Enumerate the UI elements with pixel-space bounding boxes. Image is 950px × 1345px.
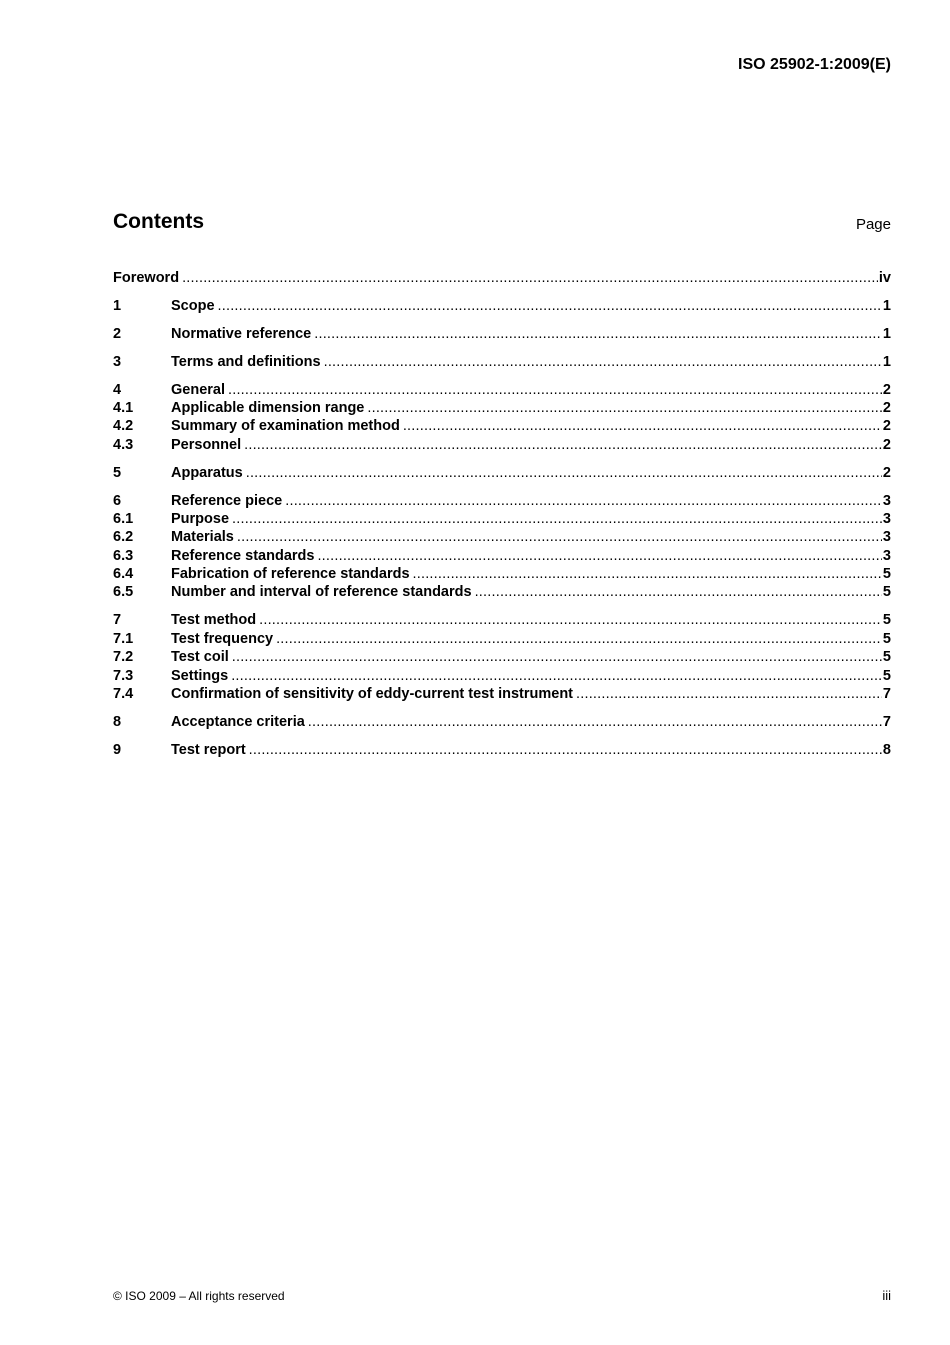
toc-entry-title: Fabrication of reference standards	[171, 566, 410, 583]
toc-entry[interactable]	[113, 547, 891, 565]
footer-copyright: © ISO 2009 – All rights reserved	[113, 1289, 285, 1303]
toc-dot-leader	[576, 685, 882, 703]
toc-dot-leader	[244, 436, 882, 454]
toc-entry-title: Foreword	[113, 270, 180, 286]
toc-dot-leader	[237, 528, 882, 546]
toc-entry-title: Reference piece	[171, 492, 283, 509]
toc-entry-number: 7.3	[113, 667, 134, 684]
toc-entry-page: 2	[882, 381, 891, 398]
toc-dot-leader	[367, 399, 882, 417]
toc-dot-leader	[232, 510, 882, 528]
toc-dot-leader	[231, 667, 882, 685]
toc-entry-page: 3	[882, 492, 891, 509]
toc-entry-page: 5	[882, 667, 891, 684]
toc-entry-number: 7	[113, 612, 122, 629]
table-of-contents	[113, 269, 891, 759]
toc-entry-number: 7.2	[113, 649, 134, 666]
toc-entry-number: 2	[113, 325, 122, 342]
toc-entry-page: 2	[882, 418, 891, 435]
toc-entry-page: 2	[882, 399, 891, 416]
toc-entry-number: 6.1	[113, 510, 134, 527]
toc-dot-leader	[403, 417, 882, 435]
toc-entry-page: 7	[882, 685, 891, 702]
toc-entry-title: Apparatus	[171, 464, 243, 481]
toc-entry-number: 4.2	[113, 418, 134, 435]
toc-entry-page: 7	[882, 713, 891, 730]
toc-entry-number: 9	[113, 741, 122, 758]
toc-dot-leader	[475, 583, 882, 601]
toc-entry-page: 2	[882, 464, 891, 481]
toc-entry[interactable]	[113, 381, 891, 399]
toc-entry-page: 3	[882, 529, 891, 546]
toc-entry-title: Terms and definitions	[171, 353, 321, 370]
toc-entry-number: 5	[113, 464, 122, 481]
toc-dot-leader	[246, 464, 882, 482]
toc-entry[interactable]	[113, 648, 891, 666]
toc-entry-title: Scope	[171, 297, 215, 314]
toc-entry[interactable]	[113, 667, 891, 685]
toc-dot-leader	[314, 325, 882, 343]
toc-entry-number: 7.1	[113, 630, 134, 647]
toc-entry-number: 3	[113, 353, 122, 370]
toc-entry-title: Reference standards	[171, 547, 315, 564]
toc-entry-title: Confirmation of sensitivity of eddy-current test instrument	[171, 685, 574, 702]
toc-dot-leader	[324, 353, 882, 371]
toc-entry-page: 8	[882, 741, 891, 758]
toc-entry-page: 5	[882, 612, 891, 629]
toc-dot-leader	[413, 565, 882, 583]
toc-entry-page: 3	[882, 547, 891, 564]
toc-entry-number: 6.2	[113, 529, 134, 546]
toc-entry[interactable]	[113, 353, 891, 371]
toc-entry[interactable]	[113, 297, 891, 315]
toc-entry-title: Test frequency	[171, 630, 274, 647]
toc-dot-leader	[276, 630, 882, 648]
toc-dot-leader	[218, 297, 882, 315]
toc-entry-title: Number and interval of reference standards	[171, 584, 472, 601]
toc-entry-number: 4	[113, 381, 122, 398]
toc-entry-page: 5	[882, 566, 891, 583]
toc-entry-number: 6.5	[113, 584, 134, 601]
toc-entry-page: 2	[882, 436, 891, 453]
toc-dot-leader	[182, 269, 878, 287]
toc-entry-page: 1	[882, 325, 891, 342]
toc-entry-title: General	[171, 381, 225, 398]
toc-entry-number: 4.3	[113, 436, 134, 453]
toc-entry-title: Materials	[171, 529, 234, 546]
toc-entry-number: 6.3	[113, 547, 134, 564]
toc-dot-leader	[317, 547, 881, 565]
toc-entry-number: 8	[113, 713, 122, 730]
toc-dot-leader	[249, 741, 882, 759]
toc-entry[interactable]	[113, 528, 891, 546]
toc-entry-title: Test coil	[171, 649, 229, 666]
toc-dot-leader	[285, 492, 882, 510]
toc-entry-number: 6.4	[113, 566, 134, 583]
contents-title: Contents	[113, 210, 204, 233]
toc-entry-title: Personnel	[171, 436, 242, 453]
toc-entry-page: 1	[882, 297, 891, 314]
toc-entry-number: 6	[113, 492, 122, 509]
toc-entry[interactable]	[113, 436, 891, 454]
toc-entry-title: Applicable dimension range	[171, 399, 365, 416]
document-id: ISO 25902-1:2009(E)	[738, 56, 891, 73]
toc-entry[interactable]	[113, 464, 891, 482]
toc-entry-title: Settings	[171, 667, 229, 684]
toc-entry-page: 5	[882, 630, 891, 647]
page-column-label: Page	[855, 216, 891, 233]
toc-entry-number: 7.4	[113, 685, 134, 702]
toc-entry-title: Acceptance criteria	[171, 713, 305, 730]
toc-entry[interactable]	[113, 510, 891, 528]
toc-entry[interactable]	[113, 269, 891, 287]
toc-dot-leader	[308, 713, 882, 731]
toc-entry[interactable]	[113, 583, 891, 601]
toc-dot-leader	[228, 381, 882, 399]
toc-entry[interactable]	[113, 685, 891, 703]
toc-entry-page: 1	[882, 353, 891, 370]
toc-entry-title: Test method	[171, 612, 257, 629]
toc-entry-title: Test report	[171, 741, 246, 758]
footer-page-number: iii	[882, 1288, 891, 1303]
toc-entry[interactable]	[113, 399, 891, 417]
toc-entry[interactable]	[113, 611, 891, 629]
toc-entry-number: 1	[113, 297, 122, 314]
toc-entry[interactable]	[113, 565, 891, 583]
toc-entry[interactable]	[113, 741, 891, 759]
toc-entry[interactable]	[113, 325, 891, 343]
toc-entry-page: 5	[882, 649, 891, 666]
toc-entry-page: iv	[878, 270, 891, 286]
toc-entry-title: Purpose	[171, 510, 230, 527]
toc-entry[interactable]	[113, 713, 891, 731]
toc-dot-leader	[259, 611, 882, 629]
toc-entry-title: Normative reference	[171, 325, 312, 342]
toc-entry-page: 5	[882, 584, 891, 601]
toc-entry[interactable]	[113, 492, 891, 510]
toc-entry[interactable]	[113, 630, 891, 648]
toc-entry-title: Summary of examination method	[171, 418, 400, 435]
toc-entry-page: 3	[882, 510, 891, 527]
toc-entry[interactable]	[113, 417, 891, 435]
toc-dot-leader	[232, 648, 882, 666]
toc-entry-number: 4.1	[113, 399, 134, 416]
